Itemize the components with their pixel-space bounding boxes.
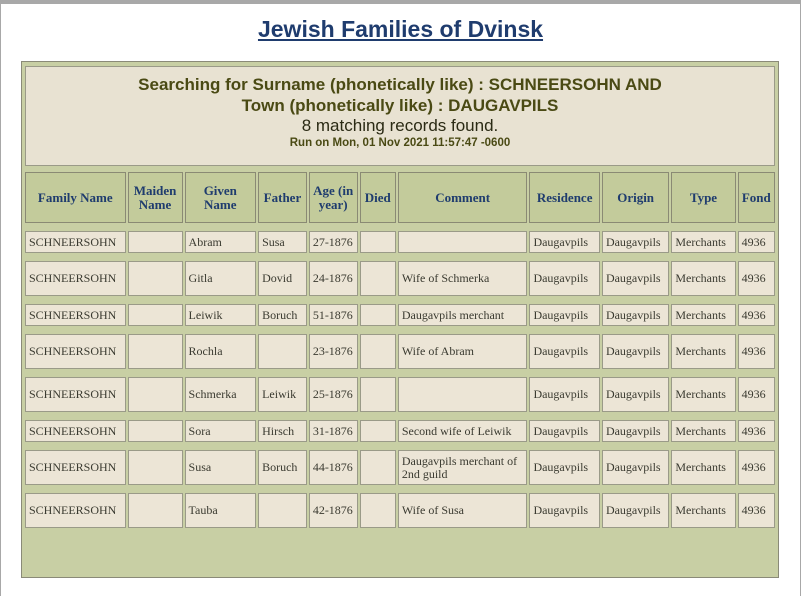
cell-died <box>360 493 396 528</box>
cell-fond: 4936 <box>738 261 775 296</box>
cell-comment: Second wife of Leiwik <box>398 420 528 442</box>
cell-maiden-name <box>128 261 183 296</box>
column-header-residence: Residence <box>529 172 600 223</box>
cell-origin: Daugavpils <box>602 420 669 442</box>
cell-age: 42-1876 <box>309 493 358 528</box>
cell-father: Susa <box>258 231 307 253</box>
cell-origin: Daugavpils <box>602 231 669 253</box>
table-row <box>25 304 775 326</box>
row-separator <box>25 298 775 302</box>
cell-given-name: Sora <box>185 420 257 442</box>
cell-type: Merchants <box>671 231 735 253</box>
column-header-type: Type <box>671 172 735 223</box>
cell-given-name: Gitla <box>185 261 257 296</box>
cell-fond: 4936 <box>738 450 775 485</box>
cell-maiden-name <box>128 493 183 528</box>
table-row <box>25 420 775 442</box>
cell-family-name: SCHNEERSOHN <box>25 334 126 369</box>
table-row <box>25 334 775 369</box>
cell-age: 44-1876 <box>309 450 358 485</box>
cell-comment: Wife of Abram <box>398 334 528 369</box>
cell-origin: Daugavpils <box>602 304 669 326</box>
table-header-row <box>25 172 775 223</box>
cell-maiden-name <box>128 420 183 442</box>
column-header-age: Age (in year) <box>309 172 358 223</box>
column-header-fond: Fond <box>738 172 775 223</box>
table-row <box>25 231 775 253</box>
cell-comment <box>398 377 528 412</box>
cell-maiden-name <box>128 377 183 412</box>
cell-given-name: Leiwik <box>185 304 257 326</box>
column-header-maiden-name: Maiden Name <box>128 172 183 223</box>
cell-type: Merchants <box>671 420 735 442</box>
cell-fond: 4936 <box>738 334 775 369</box>
cell-family-name: SCHNEERSOHN <box>25 377 126 412</box>
cell-origin: Daugavpils <box>602 493 669 528</box>
cell-father: Dovid <box>258 261 307 296</box>
cell-given-name: Abram <box>185 231 257 253</box>
search-criteria-town: Town (phonetically like) : DAUGAVPILS <box>241 96 559 115</box>
run-timestamp: Run on Mon, 01 Nov 2021 11:57:47 -0600 <box>289 137 511 149</box>
cell-residence: Daugavpils <box>529 450 600 485</box>
cell-family-name: SCHNEERSOHN <box>25 231 126 253</box>
results-container <box>21 61 779 578</box>
table-row <box>25 493 775 528</box>
cell-type: Merchants <box>671 450 735 485</box>
cell-died <box>360 231 396 253</box>
row-separator <box>25 255 775 259</box>
cell-comment: Wife of Susa <box>398 493 528 528</box>
cell-maiden-name <box>128 450 183 485</box>
cell-family-name: SCHNEERSOHN <box>25 304 126 326</box>
cell-fond: 4936 <box>738 304 775 326</box>
cell-type: Merchants <box>671 377 735 412</box>
cell-given-name: Schmerka <box>185 377 257 412</box>
cell-type: Merchants <box>671 334 735 369</box>
cell-comment: Daugavpils merchant of 2nd guild <box>398 450 528 485</box>
cell-died <box>360 377 396 412</box>
cell-type: Merchants <box>671 493 735 528</box>
cell-father: Leiwik <box>258 377 307 412</box>
table-row <box>25 450 775 485</box>
row-separator <box>25 225 775 229</box>
cell-age: 25-1876 <box>309 377 358 412</box>
cell-family-name: SCHNEERSOHN <box>25 493 126 528</box>
column-header-origin: Origin <box>602 172 669 223</box>
column-header-comment: Comment <box>398 172 528 223</box>
cell-father: Hirsch <box>258 420 307 442</box>
cell-family-name: SCHNEERSOHN <box>25 450 126 485</box>
row-separator <box>25 371 775 375</box>
cell-fond: 4936 <box>738 420 775 442</box>
cell-residence: Daugavpils <box>529 304 600 326</box>
cell-comment: Wife of Schmerka <box>398 261 528 296</box>
cell-residence: Daugavpils <box>529 420 600 442</box>
cell-maiden-name <box>128 334 183 369</box>
column-header-family-name: Family Name <box>25 172 126 223</box>
cell-origin: Daugavpils <box>602 377 669 412</box>
cell-died <box>360 304 396 326</box>
column-header-died: Died <box>360 172 396 223</box>
cell-residence: Daugavpils <box>529 377 600 412</box>
cell-residence: Daugavpils <box>529 334 600 369</box>
cell-comment <box>398 231 528 253</box>
cell-father <box>258 493 307 528</box>
cell-age: 27-1876 <box>309 231 358 253</box>
cell-age: 51-1876 <box>309 304 358 326</box>
cell-type: Merchants <box>671 261 735 296</box>
cell-father: Boruch <box>258 450 307 485</box>
row-separator <box>25 487 775 491</box>
column-header-father: Father <box>258 172 307 223</box>
cell-age: 23-1876 <box>309 334 358 369</box>
row-separator <box>25 328 775 332</box>
cell-residence: Daugavpils <box>529 493 600 528</box>
results-table <box>23 170 777 530</box>
cell-origin: Daugavpils <box>602 450 669 485</box>
cell-residence: Daugavpils <box>529 261 600 296</box>
cell-fond: 4936 <box>738 231 775 253</box>
search-criteria-surname: Searching for Surname (phonetically like) : SCHNEERSOHN AND <box>138 75 662 94</box>
search-summary <box>25 66 775 166</box>
cell-family-name: SCHNEERSOHN <box>25 420 126 442</box>
row-separator <box>25 444 775 448</box>
row-separator <box>25 414 775 418</box>
cell-residence: Daugavpils <box>529 231 600 253</box>
table-row <box>25 261 775 296</box>
table-row <box>25 377 775 412</box>
cell-family-name: SCHNEERSOHN <box>25 261 126 296</box>
column-header-given-name: Given Name <box>185 172 257 223</box>
cell-father <box>258 334 307 369</box>
match-count: 8 matching records found. <box>301 116 499 135</box>
cell-died <box>360 334 396 369</box>
page-title[interactable]: Jewish Families of Dvinsk <box>257 16 544 42</box>
cell-given-name: Tauba <box>185 493 257 528</box>
cell-comment: Daugavpils merchant <box>398 304 528 326</box>
cell-type: Merchants <box>671 304 735 326</box>
cell-given-name: Susa <box>185 450 257 485</box>
cell-age: 24-1876 <box>309 261 358 296</box>
cell-fond: 4936 <box>738 377 775 412</box>
cell-died <box>360 450 396 485</box>
cell-father: Boruch <box>258 304 307 326</box>
cell-maiden-name <box>128 231 183 253</box>
cell-died <box>360 420 396 442</box>
cell-maiden-name <box>128 304 183 326</box>
cell-origin: Daugavpils <box>602 334 669 369</box>
cell-fond: 4936 <box>738 493 775 528</box>
cell-origin: Daugavpils <box>602 261 669 296</box>
cell-age: 31-1876 <box>309 420 358 442</box>
cell-given-name: Rochla <box>185 334 257 369</box>
cell-died <box>360 261 396 296</box>
